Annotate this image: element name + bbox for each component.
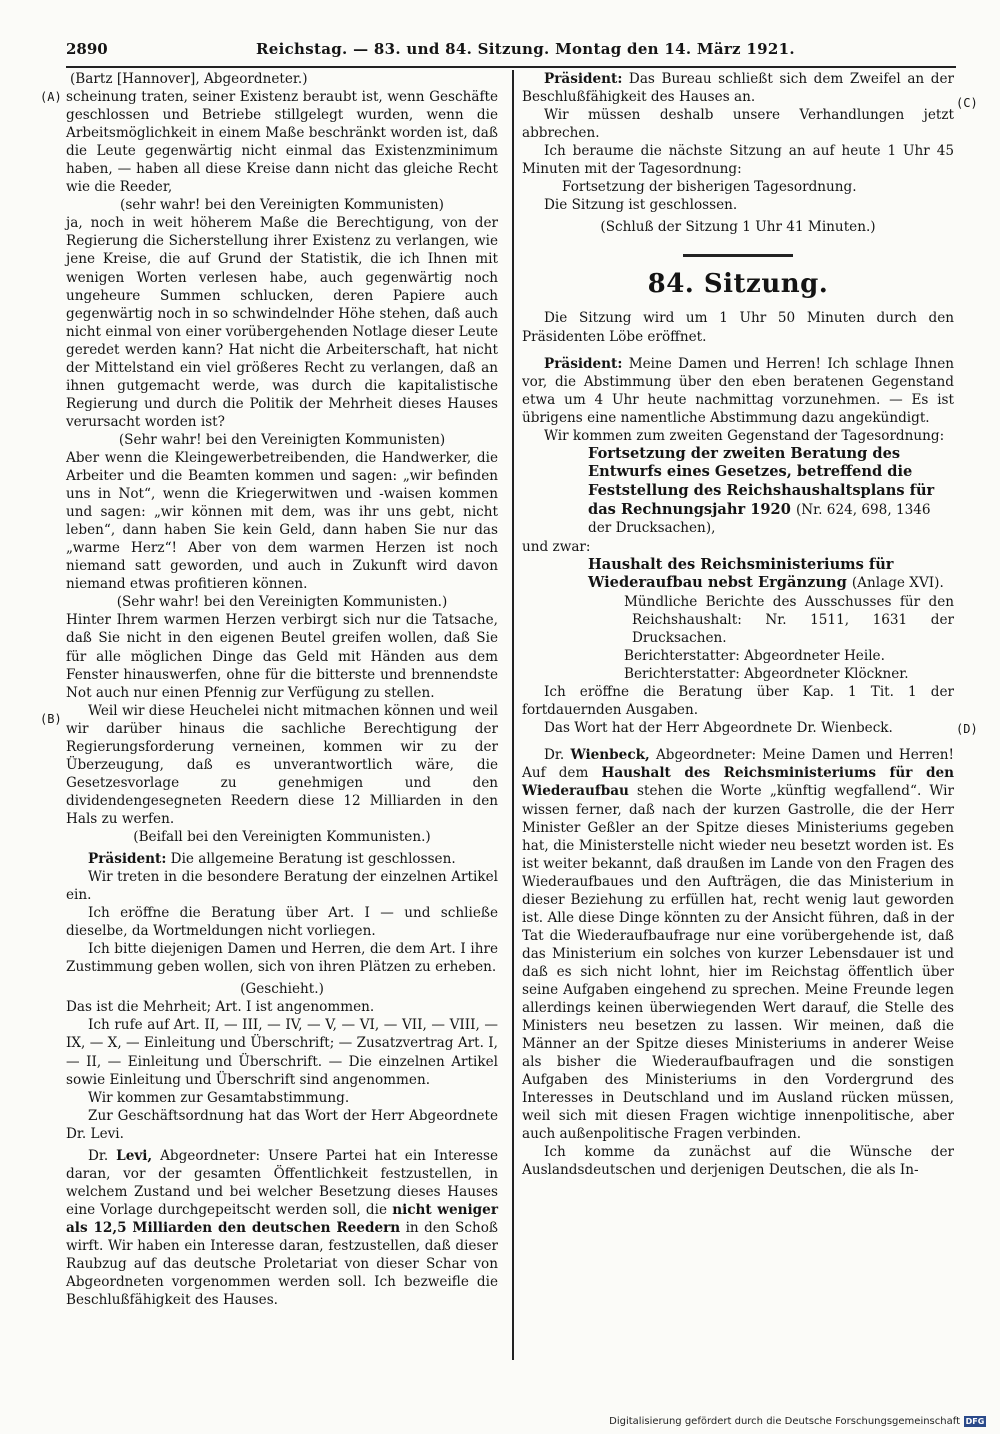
speech-text: Das Bureau schließt sich dem Zweifel an der Beschlußfähigkeit des Hauses an.	[522, 71, 954, 106]
levi-speech	[66, 1147, 498, 1309]
session-heading: 84. Sitzung.	[647, 269, 829, 300]
paragraph: ja, noch in weit höherem Maße die Berechtigung, von der Regierung die Sicherstellung ihrer Existenz zu verlangen, wie jene Kreise, die auf Grund der Statistik, die ich Ihnen mit wenigen Worten verlesen habe, auch gegenwärtig noch ungeheure Summen schlucken, deren Papiere auch gegenwärtig noch in so schwindelnder Höhe stehen, daß auch nicht einmal von einer vorübergehenden Notlage dieser Leute geredet werden kann? Hat nicht die Arbeiterschaft, hat nicht der Mittelstand ein viel größeres Recht zu verlangen, daß an ihnen gutgemacht werde, was durch die kapitalistische Regierung und durch die Politik der Mehrheit dieses Hauses verursacht worden ist?	[66, 215, 498, 430]
interjection: (Sehr wahr! bei den Vereinigten Kommunisten)	[118, 431, 446, 448]
footer-text: Digitalisierung gefördert durch die Deutsche Forschungsgemeinschaft	[609, 1416, 960, 1427]
margin-mark-c: (C)	[956, 96, 978, 110]
paragraph: Weil wir diese Heuchelei nicht mitmachen können und weil wir darüber hinaus die sachliche Berechtigung der Regierungsforderung verneinen, kommen wir zu der Überzeugung, daß es unverantwortlich wäre, die Gesetzesvorlage zu genehmigen und den dividendengesegneten Reedern diese 12 Milliarden in den Hals zu werfen.	[66, 702, 498, 827]
dfg-logo-icon: DFG	[965, 1417, 985, 1426]
paragraph: Ich rufe auf Art. II, — III, — IV, — V, — VI, — VII, — VIII, — IX, — X, — Einleitung und Überschrift; — Zusatzvertrag Art. I, — II, — Einleitung und Überschrift. — Die einzelnen Artikel sowie Einleitung und Überschrift sind angenommen.	[66, 1017, 498, 1088]
paragraph: Ich komme da zunächst auf die Wünsche der Auslandsdeutschen und derjenigen Deutschen, die als In-	[522, 1144, 954, 1179]
paragraph: Ich eröffne die Beratung über Kap. 1 Tit. 1 der fortdauernden Ausgaben.	[522, 684, 954, 719]
paragraph: Die Sitzung wird um 1 Uhr 50 Minuten durch den Präsidenten Löbe eröffnet.	[522, 310, 954, 345]
paragraph: Das Wort hat der Herr Abgeordnete Dr. Wienbeck.	[544, 720, 893, 737]
president-paragraph	[522, 70, 954, 106]
speaker-name: Präsident:	[88, 851, 167, 868]
session-end-note: (Schluß der Sitzung 1 Uhr 41 Minuten.)	[600, 219, 876, 236]
paragraph: Hinter Ihrem warmen Herzen verbirgt sich nur die Tatsache, daß Sie nicht in den eigenen Beutel greifen wollen, daß Sie für alle möglichen Dinge das Geld mit Händen aus dem Fenster hinauswerfen, ohne für die bitterste und brennendste Not auch nur einen Pfennig zur Verfügung zu stellen.	[66, 612, 498, 701]
report-note: Mündliche Berichte des Ausschusses für den Reichshaushalt: Nr. 1511, 1631 der Drucksachen.	[624, 594, 954, 647]
paragraph: Das ist die Mehrheit; Art. I ist angenommen.	[66, 999, 375, 1016]
emphasized-text: nicht weniger als 12,5 Milliarden den deutschen Reedern	[66, 1201, 498, 1236]
speech-text: stehen die Worte „künftig wegfallend“. Wir wissen ferner, daß nach der kurzen Gastrolle, die der Herr Minister Geßler an der Spitze dieses Ministeriums gegeben hat, die Ministerstelle nicht wieder neu besetzt worden ist. Es ist weiter bekannt, daß draußen im Lande von den Fragen des Wiederaufbaues und den Aufträgen, die das Ministerium in dieser Beziehung zu erfüllen hat, recht wenig laut geworden ist. Alle diese Dinge könnten zu der Ansicht führen, daß in der Tat die Wiederaufbaufrage nur eine vorübergehende ist, daß das Ministerium ein solches von kurzer Lebensdauer ist und daß es sich nicht lohnt, hier im Reichstag öffentlich über seine Aufgaben eingehend zu sprechen. Meine Freunde legen allerdings keinen überwiegenden Wert darauf, die Stelle des Ministers neu besetzen zu lassen. Wir meinen, daß die Männer an der Spitze dieses Ministeriums in anderer Weise als bisher die Wiederaufbaufragen und die sonstigen Aufgaben des Ministeriums in den Vordergrund des Interesses in Deutschland und im Ausland rücken müssen, weil sich mit diesen Fragen wichtige innenpolitische, aber auch außenpolitische Fragen verbinden.	[522, 783, 954, 1143]
speech-text: Abgeordneter: Meine Damen und Herren! Auf dem	[522, 747, 955, 782]
agenda-subheading	[522, 556, 954, 593]
paragraph: Ich beraume die nächste Sitzung an auf heute 1 Uhr 45 Minuten mit der Tagesordnung:	[522, 143, 954, 178]
paragraph: Aber wenn die Kleingewerbetreibenden, die Handwerker, die Arbeiter und die Beamten kommen und sagen: „wir befinden uns in Not“, wenn die Kriegerwitwen und -waisen kommen und sagen: „wir können mit dem, was ihr uns gebt, nicht leben“, dann haben Sie kein Geld, dann haben Sie nur das „warme Herz“! Aber von dem warmen Herzen ist noch niemand satt geworden, und auch in Zukunft wird davon niemand etwas profitieren können.	[66, 449, 498, 593]
section-separator	[683, 254, 793, 257]
speech-text: Abgeordneter: Unsere Partei hat ein Interesse daran, vor der gesamten Öffentlichkeit festzustellen, in welchem Zustand und bei welcher Besetzung dieses Hauses eine Vorlage durchgepeitscht werden soll, die	[66, 1147, 498, 1218]
speech-text: in den Schoß wirft. Wir haben ein Interesse daran, festzustellen, daß dieser Raubzug auf das deutsche Proletariat von dieser Schar von Abgeordneten vorgenommen werden soll. Ich bezweifle die Beschlußfähigkeit des Hauses.	[66, 1219, 498, 1309]
right-column	[522, 70, 954, 1180]
wienbeck-speech	[522, 746, 954, 1143]
speaker-title: Dr.	[88, 1147, 109, 1164]
speaker-name: Wienbeck,	[570, 747, 650, 764]
speaker-name: Präsident:	[544, 71, 623, 87]
paragraph: scheinung traten, seiner Existenz beraubt ist, wenn Geschäfte geschlossen und Betriebe stillgelegt wurden, wenn die Arbeitsmöglichkeit in einem Maße beschränkt worden ist, daß die Leute gegenwärtig nicht einmal das Existenzminimum haben, — haben all diese Kreise dann nicht das gleiche Recht wie die Reeder,	[66, 89, 498, 196]
reporter-line: Berichterstatter: Abgeordneter Klöckner.	[624, 666, 909, 683]
paragraph: Wir kommen zum zweiten Gegenstand der Tagesordnung:	[544, 427, 945, 444]
emphasized-text: Haushalt des Reichsministeriums für den Wiederaufbau	[522, 765, 954, 800]
page-title: Reichstag. — 83. und 84. Sitzung. Montag den 14. März 1921.	[256, 40, 795, 58]
page-footer	[609, 1416, 986, 1427]
speaker-name: Präsident:	[544, 355, 623, 372]
agenda-title: Haushalt des Reichsministeriums für Wiederaufbau nebst Ergänzung	[588, 555, 894, 592]
paragraph: Ich eröffne die Beratung über Art. I — und schließe dieselbe, da Wortmeldungen nicht vorliegen.	[66, 905, 498, 940]
column-divider	[512, 70, 514, 1360]
agenda-reference: (Nr. 624, 698, 1346 der Drucksachen),	[588, 501, 931, 537]
paragraph: Zur Geschäftsordnung hat das Wort der Herr Abgeordnete Dr. Levi.	[66, 1107, 498, 1142]
paragraph: Wir treten in die besondere Beratung der einzelnen Artikel ein.	[66, 869, 498, 904]
speaker-title: Dr.	[544, 747, 565, 764]
paragraph: und zwar:	[522, 538, 591, 555]
paragraph: Ich bitte diejenigen Damen und Herren, die dem Art. I ihre Zustimmung geben wollen, sich von ihren Plätzen zu erheben.	[66, 941, 498, 976]
margin-mark-d: (D)	[956, 722, 978, 736]
interjection: (Sehr wahr! bei den Vereinigten Kommunisten.)	[116, 594, 448, 611]
agenda-title: Fortsetzung der zweiten Beratung des Entwurfs eines Gesetzes, betreffend die Feststellung des Reichshaushaltsplans für das Rechnungsjahr 1920	[588, 444, 935, 518]
agenda-item: Fortsetzung der bisherigen Tagesordnung.	[562, 179, 857, 196]
president-paragraph	[66, 850, 498, 868]
margin-mark-a: (A)	[40, 90, 62, 104]
interjection: (sehr wahr! bei den Vereinigten Kommunisten)	[120, 197, 444, 214]
interjection: (Beifall bei den Vereinigten Kommunisten.)	[133, 828, 431, 845]
speech-text: Meine Damen und Herren! Ich schlage Ihnen vor, die Abstimmung über den eben beratenen Gegenstand etwa um 4 Uhr heute nachmittag vorzunehmen. — Es ist übrigens eine namentliche Abstimmung dazu angekündigt.	[522, 355, 954, 426]
paragraph: Wir kommen zur Gesamtabstimmung.	[88, 1089, 350, 1106]
agenda-reference: (Anlage XVI).	[851, 575, 944, 592]
president-paragraph	[522, 355, 954, 427]
reporter-line: Berichterstatter: Abgeordneter Heile.	[624, 648, 885, 665]
paragraph: Die Sitzung ist geschlossen.	[544, 197, 738, 214]
margin-mark-b: (B)	[40, 712, 62, 726]
interjection: (Geschieht.)	[240, 981, 324, 998]
page-header	[66, 40, 956, 66]
speaker-name: Levi,	[116, 1147, 153, 1164]
speech-text: Die allgemeine Beratung ist geschlossen.	[170, 851, 456, 868]
agenda-heading	[522, 445, 954, 538]
speaker-continuation: (Bartz [Hannover], Abgeordneter.)	[70, 71, 308, 87]
left-column	[66, 70, 498, 1309]
page-number: 2890	[66, 40, 108, 58]
paragraph: Wir müssen deshalb unsere Verhandlungen jetzt abbrechen.	[522, 107, 954, 142]
header-rule	[66, 66, 956, 68]
